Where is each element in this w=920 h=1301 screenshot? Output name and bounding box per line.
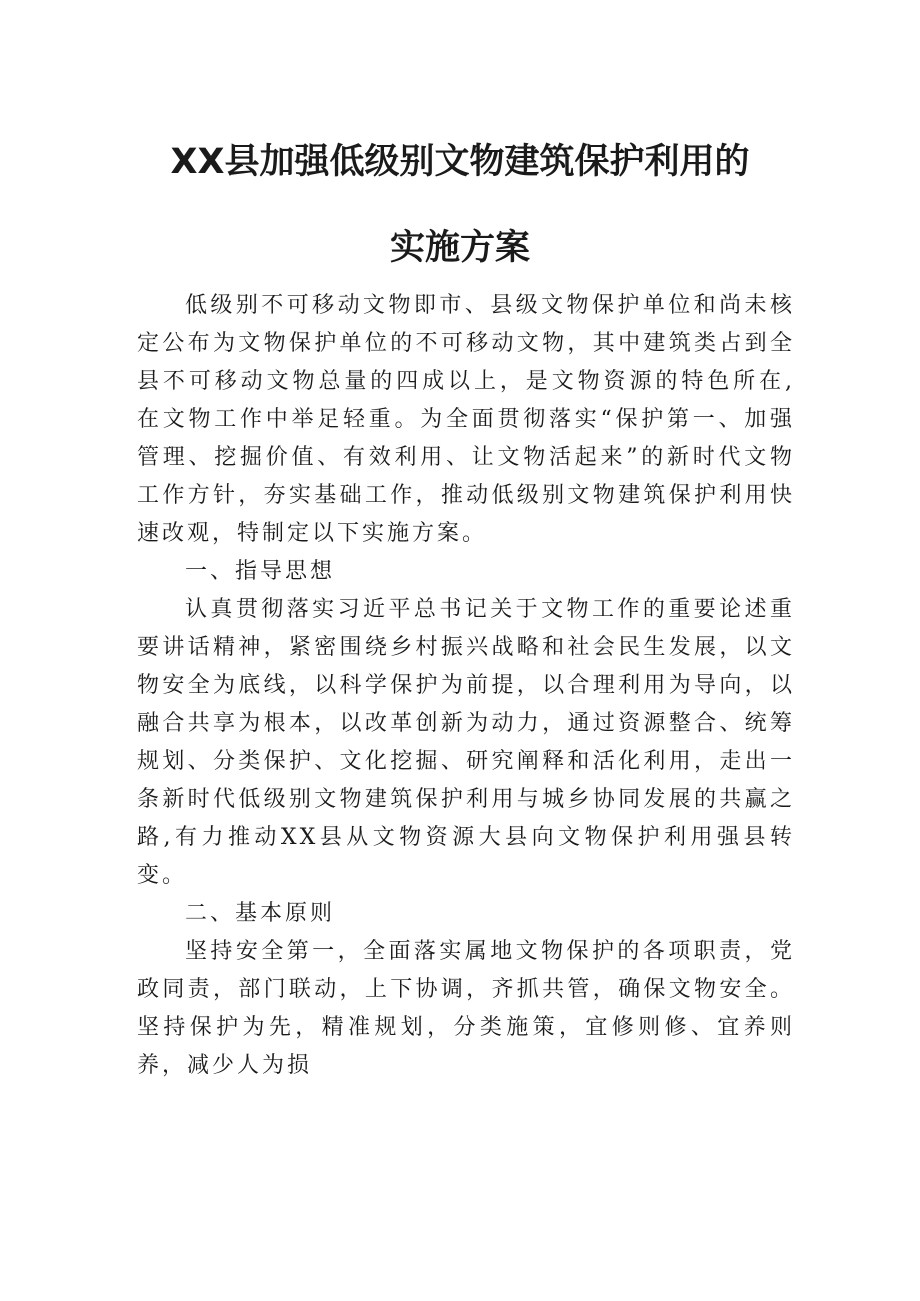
intro-paragraph: 低级别不可移动文物即市、县级文物保护单位和尚未核定公布为文物保护单位的不可移动文物，其中建筑类占到全县不可移动文物总量的四成以上，是文物资源的特色所在,在文物工作中举足轻重。为全面贯彻落实“保护第一、加强管理、挖掘价值、有效利用、让文物活起来”的新时代文物工作方针，夯实基础工作，推动低级别文物建筑保护利用快速改观，特制定以下实施方案。 <box>137 293 795 546</box>
document-title-line-1: XX县加强低级别文物建筑保护利用的 <box>170 142 750 182</box>
basic-principles-paragraph: 坚持安全第一，全面落实属地文物保护的各项职责，党政同责，部门联动，上下协调，齐抓共管，确保文物安全。坚持保护为先，精准规划，分类施策，宜修则修、宜养则养，减少人为损 <box>137 939 795 1078</box>
guiding-ideology-paragraph: 认真贯彻落实习近平总书记关于文物工作的重要论述重要讲话精神，紧密围绕乡村振兴战略和社会民生发展，以文物安全为底线，以科学保护为前提，以合理利用为导向，以融合共享为根本，以改革创新为动力，通过资源整合、统筹规划、分类保护、文化挖掘、研究阐释和活化利用，走出一条新时代低级别文物建筑保护利用与城乡协同发展的共赢之路,有力推动XX县从文物资源大县向文物保护利用强县转变。 <box>137 597 795 888</box>
document-body <box>137 287 795 1085</box>
document-title-line-2: 实施方案 <box>389 228 530 268</box>
section-heading-guiding-ideology: 一、指导思想 <box>185 559 336 584</box>
section-heading-basic-principles: 二、基本原则 <box>185 901 336 926</box>
